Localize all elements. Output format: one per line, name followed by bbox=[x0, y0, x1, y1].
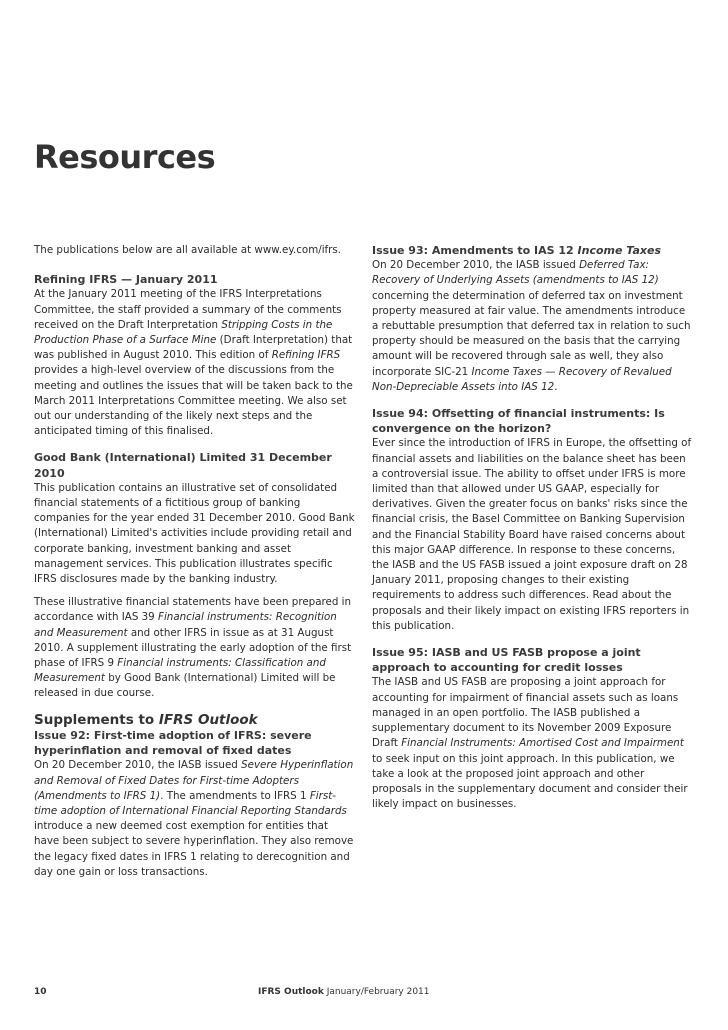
refining-ifrs-body: At the January 2011 meeting of the IFRS Interpretations Committee, the staff provided a summary of the comments received on the Draft Interpretation Stripping Costs in the Production Phase of a Surface Mine (Draft Interpretation) that was published in August 2010. This edition of Refining IFRS provides a high-level overview of the discussions from the meeting and outlines the issues that will be taken back to the March 2011 Interpretations Committee meeting. We also set out our understanding of the likely next steps and the anticipated timing of this finalised. bbox=[34, 288, 353, 438]
right-column bbox=[372, 243, 694, 823]
intro-text: The publications below are all available at www.ey.com/ifrs. bbox=[34, 244, 342, 256]
issue-94-body: Ever since the introduction of IFRS in Europe, the offsetting of financial assets and liabilities on the balance sheet has been a controversial issue. The ability to offset under IFRS is more limited than that allowed under US GAAP, especially for derivatives. Given the greater focus on banks' risks since the financial crisis, the Basel Committee on Banking Supervision and the Financial Stability Board have raised concerns about this major GAAP difference. In response to these concerns, the IASB and the US FASB issued a joint exposure draft on 28 January 2011, proposing changes to their existing requirements to address such differences. Read about the proposals and their likely impact on existing IFRS reporters in this publication. bbox=[372, 437, 692, 632]
refining-ifrs-entry bbox=[34, 272, 356, 439]
issue-93-heading: Issue 93: Amendments to IAS 12 Income Taxes bbox=[372, 244, 661, 257]
issue-93-entry bbox=[372, 243, 694, 395]
left-column bbox=[34, 243, 356, 891]
good-bank-body-1: This publication contains an illustrative set of consolidated financial statements of a fictitious group of banking companies for the year ended 31 December 2010. Good Bank (International) Limited's activities include providing retail and corporate banking, investment banking and asset management services. This publication illustrates specific IFRS disclosures made by the banking industry. bbox=[34, 481, 355, 586]
good-bank-body-2: These illustrative financial statements have been prepared in accordance with IAS 39 Financial instruments: Recognition and Measurement and other IFRS in issue as at 31 August 2010. A supplement illustrating the early adoption of the first phase of IFRS 9 Financial instruments: Classification and Measurement by Good Bank (International) Limited will be released in due course. bbox=[34, 596, 352, 700]
issue-95-entry bbox=[372, 645, 694, 812]
issue-92-heading: Issue 92: First-time adoption of IFRS: severe hyperinflation and removal of fixed dates bbox=[34, 728, 312, 758]
supplements-heading: Supplements to IFRS Outlook bbox=[34, 711, 258, 728]
refining-ifrs-heading: Refining IFRS — January 2011 bbox=[34, 273, 218, 287]
page-number: 10 bbox=[34, 987, 47, 997]
issue-93-body: On 20 December 2010, the IASB issued Deferred Tax: Recovery of Underlying Assets (amendments to IAS 12) concerning the determination of deferred tax on investment property measured at fair value. The amendments introduce a rebuttable presumption that deferred tax in relation to such property should be measured on the basis that the carrying amount will be recovered through sale as well, they also incorporate SIC-21 Income Taxes — Recovery of Revalued Non-Depreciable Assets into IAS 12. bbox=[372, 259, 691, 393]
good-bank-heading: Good Bank (International) Limited 31 December 2010 bbox=[34, 451, 332, 480]
issue-94-entry bbox=[372, 406, 694, 634]
page-title: Resources bbox=[34, 138, 216, 176]
good-bank-entry bbox=[34, 450, 356, 701]
issue-95-heading: Issue 95: IASB and US FASB propose a joint approach to accounting for credit losses bbox=[372, 646, 641, 675]
issue-95-body: The IASB and US FASB are proposing a joint approach for accounting for impairment of financial assets such as loans managed in an open portfolio. The IASB published a supplementary document to its November 2009 Exposure Draft Financial Instruments: Amortised Cost and Impairment to seek input on this joint approach. In this publication, we take a look at the proposed joint approach and other proposals in the supplementary document and consider their likely impact on businesses. bbox=[372, 676, 688, 811]
issue-94-heading: Issue 94: Offsetting of financial instruments: Is convergence on the horizon? bbox=[372, 407, 665, 436]
footer-publication: IFRS Outlook January/February 2011 bbox=[258, 987, 430, 997]
issue-92-entry bbox=[34, 728, 356, 880]
issue-92-body: On 20 December 2010, the IASB issued Severe Hyperinflation and Removal of Fixed Dates for First-time Adopters (Amendments to IFRS 1). The amendments to IFRS 1 First-time adoption of International Financial Reporting Standards introduce a new deemed cost exemption for entities that have been subject to severe hyperinflation. They also remove the legacy fixed dates in IFRS 1 relating to derecognition and day one gain or loss transactions. bbox=[34, 759, 354, 878]
